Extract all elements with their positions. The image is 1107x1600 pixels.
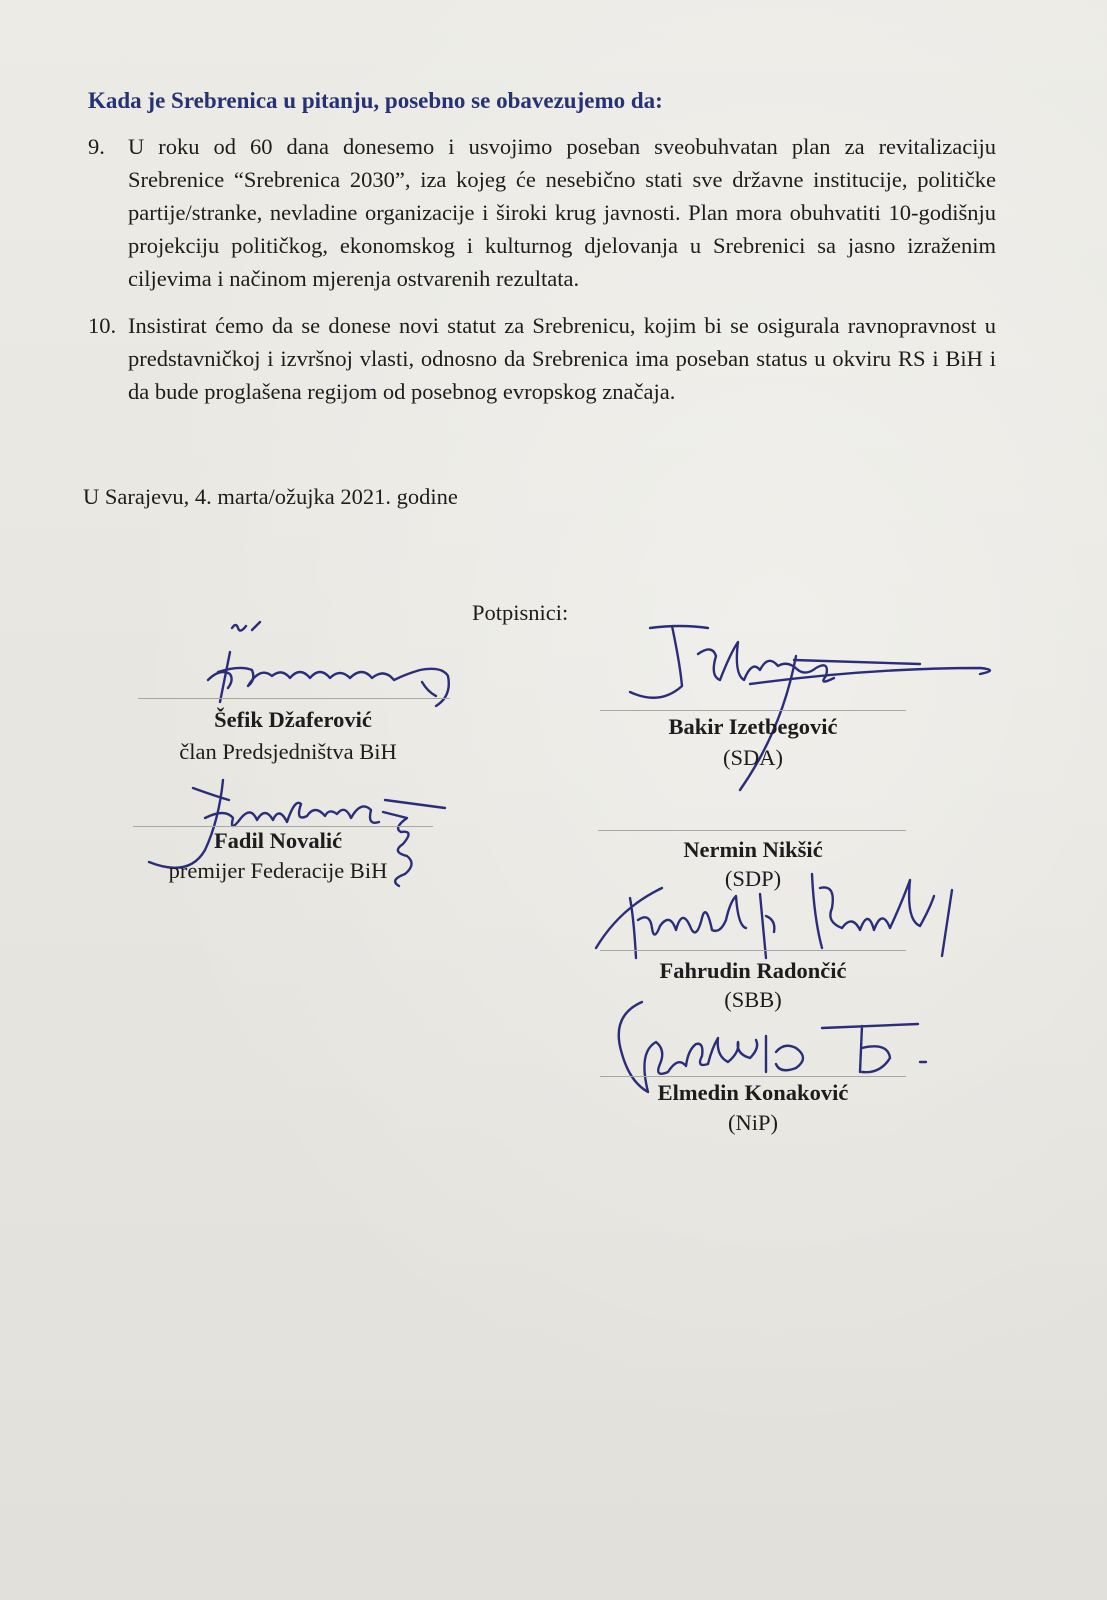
- signatory-name: Šefik Džaferović: [214, 707, 372, 732]
- signatory-name: Nermin Nikšić: [683, 837, 823, 862]
- signatories-label: Potpisnici:: [472, 600, 569, 625]
- signature-line: [133, 826, 433, 827]
- item-number: 10.: [88, 313, 117, 338]
- signatory-name: Fadil Novalić: [213, 828, 343, 853]
- signatory-role: (SBB): [724, 987, 782, 1012]
- signatory-role: premijer Federacije BiH: [168, 858, 388, 883]
- signature-line: [600, 1076, 906, 1077]
- signature-line: [600, 950, 906, 951]
- signature-radoncic: [590, 868, 980, 968]
- item-text: Insistirat ćemo da se donese novi statut za Srebrenicu, kojim bi se osigurala ravnopravnost u predstavničkoj i izvršnoj vlasti, odnosno da Srebrenica ima poseban status u okviru RS i BiH i da bude proglašena regijom od posebnog evropskog značaja.: [128, 313, 996, 404]
- section-heading: Kada je Srebrenica u pitanju, posebno se obavezujemo da:: [88, 88, 663, 113]
- signatory-name: Elmedin Konaković: [657, 1080, 849, 1105]
- signatory-name: Bakir Izetbegović: [668, 714, 838, 739]
- signatory-name: Fahrudin Radončić: [659, 958, 847, 983]
- signature-line: [598, 830, 906, 831]
- item-number: 9.: [88, 134, 105, 159]
- signature-dzaferovic: [190, 610, 470, 710]
- place-and-date: U Sarajevu, 4. marta/ožujka 2021. godine: [83, 484, 458, 509]
- signatory-role: (SDA): [723, 745, 783, 770]
- item-text: U roku od 60 dana donesemo i usvojimo poseban sveobuhvatan plan za revitalizaciju Srebrenice “Srebrenica 2030”, iza kojeg će nesebično stati sve državne institucije, političke partije/stranke, nevladine organizacije i široki krug javnosti. Plan mora obuhvatiti 10-godišnju projekciju političkog, ekonomskog i kulturnog djelovanja u Srebrenici sa jasno izraženim ciljevima i načinom mjerenja ostvarenih rezultata.: [128, 134, 996, 291]
- signatory-role: (SDP): [724, 866, 782, 891]
- signature-line: [600, 710, 906, 711]
- signature-line: [138, 698, 450, 699]
- signatory-role: (NiP): [728, 1110, 778, 1135]
- signatory-role: član Predsjedništva BiH: [179, 739, 397, 764]
